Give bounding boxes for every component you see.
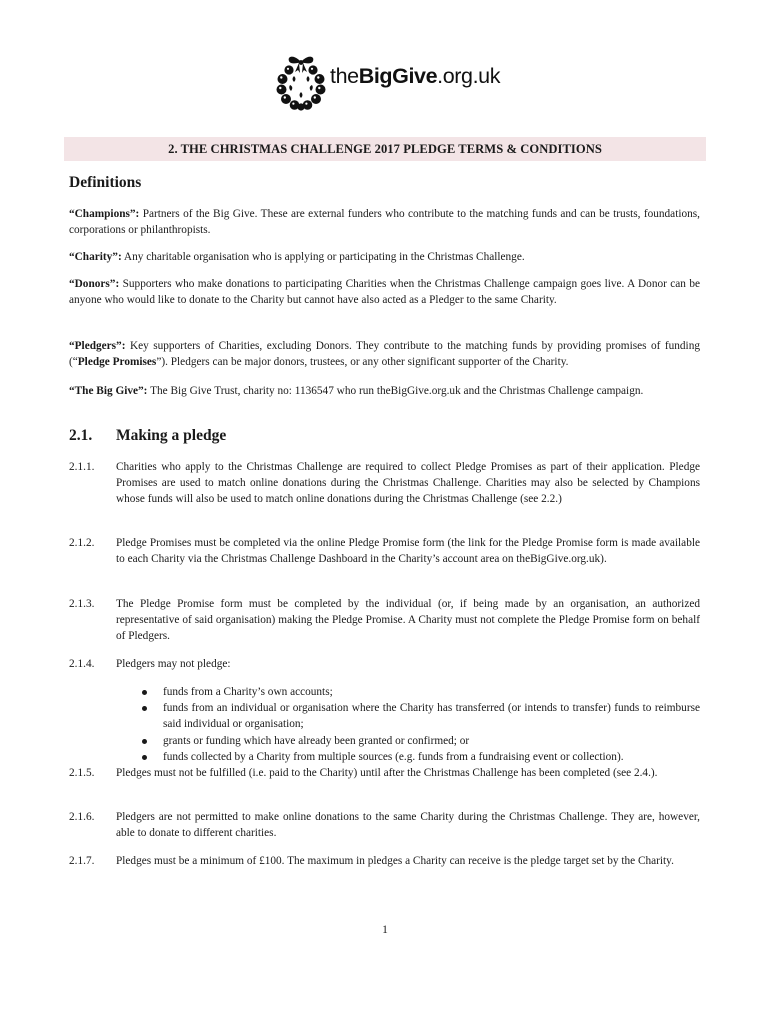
clause-text: Pledge Promises must be completed via the online Pledge Promise form (the link for the Pledge Promise form is made available to each Charity via the Christmas Challenge Dashboard in the Charity’s account area on theBigGive.org.uk). <box>116 537 700 566</box>
section-title: Making a pledge <box>116 427 227 444</box>
definition-term: “Pledgers”: <box>69 340 126 352</box>
definition-term: “Charity”: <box>69 251 122 263</box>
clause-text: Pledgers may not pledge: <box>116 658 231 670</box>
section-heading <box>69 427 226 445</box>
clause-text: Pledges must not be fulfilled (i.e. paid to the Charity) until after the Christmas Challenge has been completed (see 2.4.). <box>116 767 658 779</box>
pledge-restrictions-list <box>136 684 700 765</box>
list-item: funds from an individual or organisation where the Charity has transferred (or intends to transfer) funds to reimburse said individual or organisation; <box>136 700 700 732</box>
clause-number: 2.1.5. <box>69 767 95 779</box>
clause-text: Charities who apply to the Christmas Challenge are required to collect Pledge Promises as part of their application. Pledge Promises are used to match online donations during the Christmas Challenge. Charities may also be selected by Champions whose funds will also be used to match online donations during the Christmas Challenge (see 2.2.) <box>116 461 700 506</box>
clause-number: 2.1.7. <box>69 855 95 867</box>
logo-prefix: the <box>330 64 359 88</box>
logo-brand: BigGive <box>358 64 438 88</box>
definition-text: Supporters who make donations to participating Charities when the Christmas Challenge campaign goes live. A Donor can be anyone who would like to donate to the Charity but cannot have also acted as a Pledger to the same Charity. <box>69 278 700 307</box>
clause-number: 2.1.1. <box>69 461 95 473</box>
definition-text: Partners of the Big Give. These are external funders who contribute to the matching funds and can be trusts, foundations, corporations or philanthropists. <box>69 208 700 237</box>
list-item: funds from a Charity’s own accounts; <box>136 684 700 700</box>
clause-number: 2.1.4. <box>69 658 95 670</box>
clause-2-1-5 <box>69 765 700 781</box>
definition-text: Any charitable organisation who is applying or participating in the Christmas Challenge. <box>123 251 525 263</box>
clause-2-1-2 <box>69 535 700 567</box>
christmas-wreath-icon <box>274 52 328 112</box>
definition-term: “Champions”: <box>69 208 140 220</box>
definition-charity <box>69 249 700 265</box>
clause-2-1-6 <box>69 809 700 841</box>
clause-text: The Pledge Promise form must be completed by the individual (or, if being made by an organisation, an authorized representative of said organisation) making the Pledge Promise. A Charity must not complete the Pledge Promise form on behalf of Pledgers. <box>116 598 700 643</box>
list-item: grants or funding which have already been granted or confirmed; or <box>136 733 700 749</box>
definition-inline-term: Pledge Promises <box>77 356 157 369</box>
definition-donors <box>69 276 700 308</box>
clause-text: Pledgers are not permitted to make online donations to the same Charity during the Christmas Challenge. They are, however, able to donate to different charities. <box>116 811 700 840</box>
clause-2-1-1 <box>69 459 700 508</box>
logo-suffix: .org.uk <box>437 64 501 88</box>
definition-text-after: ”). Pledgers can be major donors, trustees, or any other significant supporter of the Charity. <box>156 356 569 369</box>
definition-text: Key supporters of Charities, excluding Donors. They contribute to the matching funds by providing promises of funding (“ <box>69 340 700 369</box>
definition-pledgers <box>69 338 700 370</box>
document-title: 2. THE CHRISTMAS CHALLENGE 2017 PLEDGE TERMS & CONDITIONS <box>64 137 706 161</box>
clause-number: 2.1.2. <box>69 537 95 549</box>
clause-text: Pledges must be a minimum of £100. The maximum in pledges a Charity can receive is the pledge target set by the Charity. <box>116 855 674 867</box>
clause-2-1-7 <box>69 853 700 869</box>
definition-term: “Donors”: <box>69 278 120 290</box>
clause-2-1-4 <box>69 656 700 672</box>
page-number: 1 <box>382 924 388 936</box>
definition-champions <box>69 206 700 238</box>
clause-number: 2.1.3. <box>69 598 95 610</box>
list-item: funds collected by a Charity from multiple sources (e.g. funds from a fundraising event or collection). <box>136 749 700 765</box>
clause-number: 2.1.6. <box>69 811 95 823</box>
definition-the-big-give <box>69 383 700 399</box>
definition-text: The Big Give Trust, charity no: 1136547 who run theBigGive.org.uk and the Christmas Challenge campaign. <box>150 385 644 397</box>
clause-2-1-3 <box>69 596 700 645</box>
section-number: 2.1. <box>69 427 93 444</box>
logo-wordmark <box>330 64 500 94</box>
definitions-heading: Definitions <box>69 174 142 191</box>
definition-term: “The Big Give”: <box>69 385 148 397</box>
big-give-logo <box>274 52 504 112</box>
